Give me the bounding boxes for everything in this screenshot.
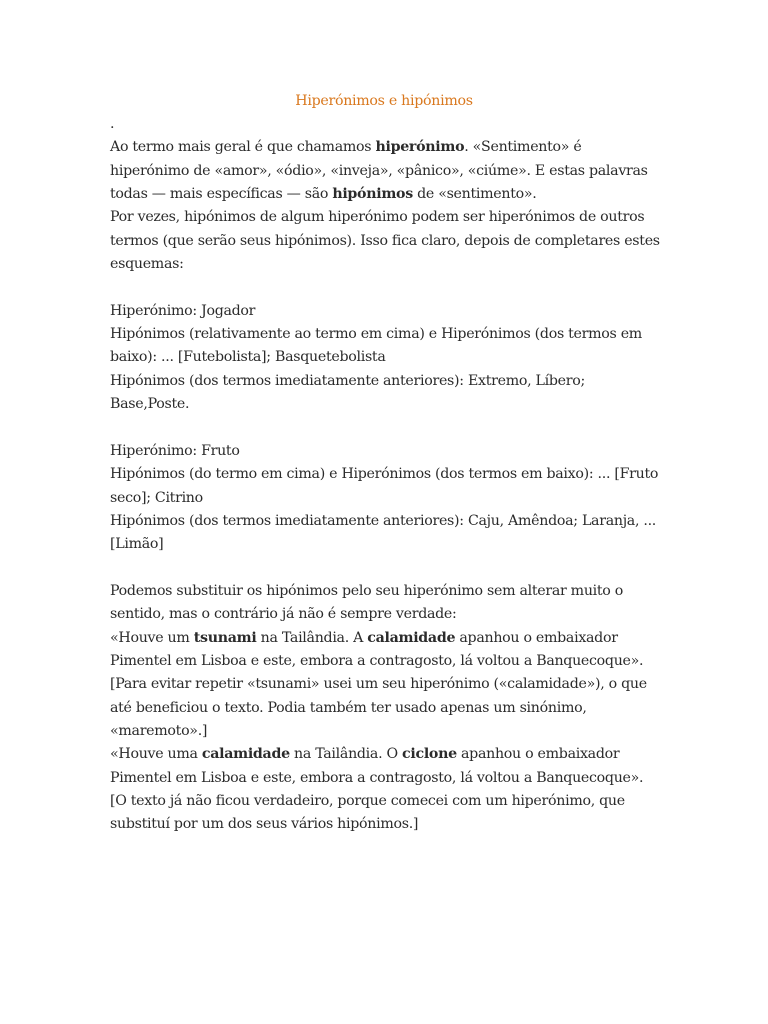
paragraph-substitution xyxy=(110,580,690,627)
text-line xyxy=(110,136,690,159)
dot-line: . xyxy=(110,116,115,132)
example-tsunami xyxy=(110,627,690,744)
text-line: termos (que serão seus hipónimos). Isso fica claro, depois de completares estes xyxy=(110,232,660,249)
document-body xyxy=(110,113,690,837)
document-title: Hiperónimos e hipónimos xyxy=(295,93,473,109)
text-span: todas — mais específicas — são xyxy=(110,186,333,203)
bold-term: hipónimos xyxy=(332,186,413,203)
text-line: hiperónimo de «amor», «ódio», «inveja», «pânico», «ciúme». E estas palavras xyxy=(110,162,648,179)
text-line: Por vezes, hipónimos de algum hiperónimo podem ser hiperónimos de outros xyxy=(110,209,645,226)
text-span: «Houve um xyxy=(110,629,194,646)
text-span: apanhou o embaixador xyxy=(455,629,618,646)
text-line: substituí por um dos seus vários hipónimos.] xyxy=(110,816,419,833)
text-line: [O texto já não ficou verdadeiro, porque comecei com um hiperónimo, que xyxy=(110,792,625,809)
text-line: Hiperónimo: Jogador xyxy=(110,302,256,319)
paragraph-explanation xyxy=(110,206,690,276)
blank-line xyxy=(110,557,690,580)
text-line: baixo): ... [Futebolista]; Basquetebolista xyxy=(110,349,386,366)
bold-term: hiperónimo xyxy=(375,139,465,156)
text-line: esquemas: xyxy=(110,256,184,273)
text-line: Podemos substituir os hipónimos pelo seu hiperónimo sem alterar muito o xyxy=(110,582,623,599)
text-span: Ao termo mais geral é que chamamos xyxy=(110,139,376,156)
text-line: até beneficiou o texto. Podia também ter usado apenas um sinónimo, xyxy=(110,699,587,716)
text-span: «Houve uma xyxy=(110,746,202,763)
paragraph-hiperonimo-definition xyxy=(110,136,690,206)
text-span: na Tailândia. O xyxy=(289,746,403,763)
text-line: Pimentel em Lisboa e este, embora a contragosto, lá voltou a Banquecoque». xyxy=(110,652,644,669)
text-line xyxy=(110,743,690,766)
scheme-fruto xyxy=(110,440,690,557)
text-line: [Limão] xyxy=(110,536,164,553)
example-ciclone xyxy=(110,743,690,836)
bold-term: calamidade xyxy=(201,746,290,763)
text-span: . «Sentimento» é xyxy=(464,139,582,156)
text-line: [Para evitar repetir «tsunami» usei um seu hiperónimo («calamidade»), o que xyxy=(110,676,647,693)
text-line xyxy=(110,183,690,206)
text-line: Base,Poste. xyxy=(110,396,190,413)
text-line: seco]; Citrino xyxy=(110,489,203,506)
text-line: Pimentel em Lisboa e este, embora a contragosto, lá voltou a Banquecoque». xyxy=(110,769,644,786)
blank-line xyxy=(110,416,690,439)
text-line: Hipónimos (dos termos imediatamente anteriores): Caju, Amêndoa; Laranja, ... xyxy=(110,512,657,529)
text-line: Hipónimos (relativamente ao termo em cima) e Hiperónimos (dos termos em xyxy=(110,326,642,343)
text-span: apanhou o embaixador xyxy=(456,746,620,763)
text-line: Hipónimos (dos termos imediatamente anteriores): Extremo, Líbero; xyxy=(110,372,585,389)
bold-term: calamidade xyxy=(367,629,456,646)
blank-line xyxy=(110,276,690,299)
bold-term: tsunami xyxy=(193,629,257,646)
text-span: na Tailândia. A xyxy=(256,629,368,646)
text-line xyxy=(110,627,690,650)
scheme-jogador xyxy=(110,300,690,417)
bold-term: ciclone xyxy=(402,746,457,763)
text-line: «maremoto».] xyxy=(110,722,208,739)
text-span: de «sentimento». xyxy=(412,186,537,203)
text-line: Hiperónimo: Fruto xyxy=(110,442,240,459)
text-line: sentido, mas o contrário já não é sempre verdade: xyxy=(110,606,457,623)
text-line: Hipónimos (do termo em cima) e Hiperónimos (dos termos em baixo): ... [Fruto xyxy=(110,466,659,483)
